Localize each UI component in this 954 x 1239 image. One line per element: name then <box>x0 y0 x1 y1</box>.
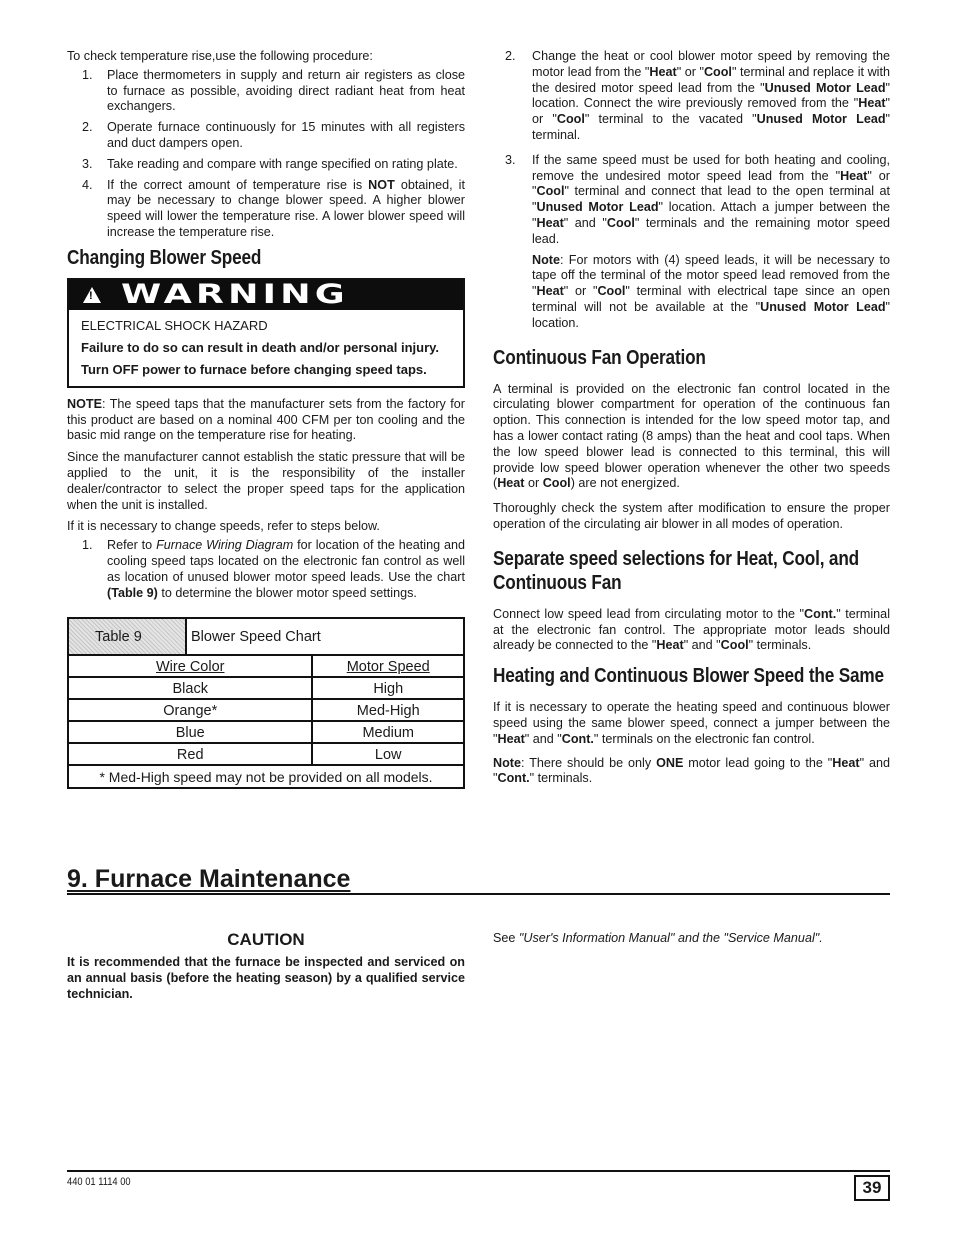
wire-color-cell: Black <box>68 677 312 699</box>
caution-body: It is recommended that the furnace be inspected and serviced on an annual basis (before the heating season) by a qualified service technician. <box>67 955 465 1001</box>
page-footer <box>67 1170 890 1197</box>
table-row <box>68 743 464 765</box>
warning-word: WARNING <box>121 278 349 310</box>
list-item: 1. Place thermometers in supply and return air registers as close to furnace as possible, avoiding direct radiant heat from heat exchangers. <box>82 67 465 114</box>
document-number: 440 01 1114 00 <box>67 1176 131 1188</box>
heating-continuous-heading: Heating and Continuous Blower Speed the Same <box>493 665 884 688</box>
list-item: 1. Refer to Furnace Wiring Diagram for location of the heating and cooling speed taps located on the electronic fan control as well as location of unused blower motor speed leads. Use the chart (Table 9) to determine the blower motor speed settings. <box>82 538 465 600</box>
list-item: 3. If the same speed must be used for both heating and cooling, remove the undesired motor speed lead from the "Heat" or "Cool" terminal and connect that lead to the open terminal at "Unused Motor Lead" location. Attach a jumper between the "Heat" and "Cool" terminals and the remaining motor speed lead. <box>505 152 891 246</box>
furnace-maintenance-section <box>67 866 890 895</box>
hazard-instruction: Turn OFF power to furnace before changing speed taps. <box>81 361 427 377</box>
caution-title: CAUTION <box>227 930 305 949</box>
see-also-text: See "User's Information Manual" and the "Service Manual". <box>493 931 823 945</box>
left-column <box>67 46 465 789</box>
same-speed-paragraph: If it is necessary to operate the heating speed and continuous blower speed using the same blower speed, connect a jumper between the "Heat" and "Cont." terminals on the electronic fan control. <box>493 700 890 746</box>
motor-speed-cell: Low <box>312 743 464 765</box>
temp-rise-intro: To check temperature rise,use the following procedure: <box>67 49 373 63</box>
right-column <box>493 46 890 787</box>
hazard-consequence: Failure to do so can result in death and/or personal injury. <box>81 339 440 355</box>
one-lead-note: Note: There should be only ONE motor lead going to the "Heat" and "Cont." terminals. <box>493 755 891 786</box>
list-item: 2. Operate furnace continuously for 15 minutes with all registers and duct dampers open. <box>82 120 465 150</box>
table-footnote: * Med-High speed may not be provided on all models. <box>68 765 464 788</box>
warning-header <box>69 280 463 310</box>
section-title: 9. Furnace Maintenance <box>67 865 351 893</box>
wire-color-cell: Blue <box>68 721 312 743</box>
column-header-motor-speed: Motor Speed <box>312 655 464 677</box>
four-speed-note: Note: For motors with (4) speed leads, it will be necessary to tape off the terminal of the motor speed lead removed from the "Heat" or "Cool" terminal with electrical tape since an open terminal will not be available at the "Unused Motor Lead" location. <box>532 252 891 330</box>
changing-blower-speed-heading: Changing Blower Speed <box>67 246 262 269</box>
continuous-fan-heading: Continuous Fan Operation <box>493 346 706 369</box>
continuous-fan-paragraph: A terminal is provided on the electronic fan control located in the circulating blower compartment for operation of the continuous fan option. This connection is intended for the low speed motor tap, and has a lower contact rating (8 amps) than the heat and cool taps. When the low speed blower lead is connected to this terminal, this will provide low speed blower operation whenever the other two speeds (Heat or Cool) are not energized. <box>493 381 890 491</box>
table-tag: Table 9 <box>68 618 186 655</box>
change-speed-steps-continued <box>493 49 890 248</box>
change-speed-steps <box>67 538 465 601</box>
page-number: 39 <box>854 1175 890 1201</box>
hazard-title: ELECTRICAL SHOCK HAZARD <box>81 317 268 333</box>
caution-block <box>67 930 465 1002</box>
blower-speed-table <box>67 617 465 789</box>
table-row <box>68 699 464 721</box>
separate-speed-heading: Separate speed selections for Heat, Cool, and Continuous Fan <box>493 547 859 594</box>
speed-tap-note: NOTE: The speed taps that the manufacturer sets from the factory for this product are based on a nominal 400 CFM per ton cooling and the basic mid range on the temperature rise for heating. <box>67 396 465 443</box>
wire-color-cell: Orange* <box>68 699 312 721</box>
table-row <box>68 721 464 743</box>
warning-body <box>69 310 463 386</box>
list-item: 2. Change the heat or cool blower motor speed by removing the motor lead from the "Heat" or "Cool" terminal and replace it with the desired motor speed lead from the "Unused Motor Lead" location. Connect the wire previously removed from the "Heat" or "Cool" terminal to the vacated "Unused Motor Lead" terminal. <box>505 49 891 142</box>
motor-speed-cell: Med-High <box>312 699 464 721</box>
motor-speed-cell: High <box>312 677 464 699</box>
motor-speed-cell: Medium <box>312 721 464 743</box>
static-pressure-paragraph: Since the manufacturer cannot establish the static pressure that will be applied to the unit, it is the responsibility of the installer dealer/contractor to select the proper speed taps for the application when the unit is installed. <box>67 450 465 512</box>
thoroughly-check-paragraph: Thoroughly check the system after modification to ensure the proper operation of the circulating air blower in all modes of operation. <box>493 501 890 531</box>
table-title: Blower Speed Chart <box>186 618 464 655</box>
separate-speed-paragraph: Connect low speed lead from circulating motor to the "Cont." terminal at the electronic fan control. The appropriate motor leads should already be connected to the "Heat" and "Cool" terminals. <box>493 606 890 653</box>
list-item: 4. If the correct amount of temperature rise is NOT obtained, it may be necessary to change blower speed. A higher blower speed will lower the temperature rise. A lower blower speed will increase the temperature rise. <box>82 177 465 239</box>
wire-color-cell: Red <box>68 743 312 765</box>
change-speeds-paragraph: If it is necessary to change speeds, refer to steps below. <box>67 519 380 534</box>
table-row <box>68 677 464 699</box>
warning-triangle-icon: ! <box>83 287 101 303</box>
list-item: 3. Take reading and compare with range specified on rating plate. <box>82 156 458 171</box>
column-header-wire-color: Wire Color <box>68 655 312 677</box>
temp-rise-steps <box>67 68 465 241</box>
warning-box <box>67 278 465 388</box>
